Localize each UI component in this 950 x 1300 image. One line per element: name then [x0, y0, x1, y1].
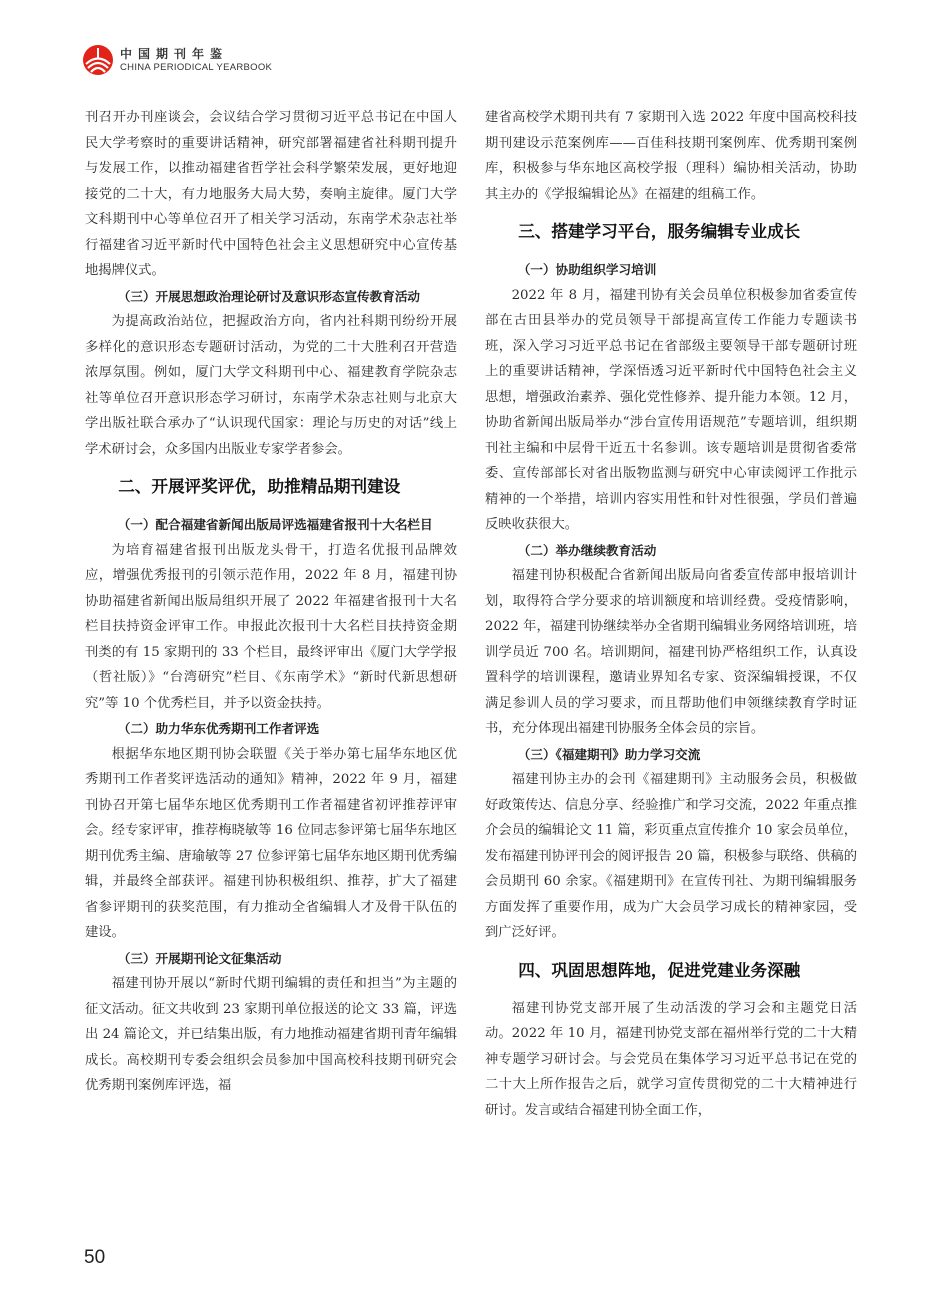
subsection-heading: （一）协助组织学习培训 [517, 262, 657, 277]
subsection-heading: （一）配合福建省新闻出版局评选福建省报刊十大名栏目 [117, 517, 433, 532]
paragraph: 福建刊协积极配合省新闻出版局向省委宣传部申报培训计划，取得符合学分要求的培训额度和培训经费。受疫情影响，2022 年，福建刊协继续举办全省期刊编辑业务网络培训班，培训学员近 700 名。培训期间，福建刊协严格组织工作，认真设置科学的培训课程，邀请业界知名专家、资深编辑授课，不仅满足参训人员的学习要求，而且帮助他们申领继续教育学时证书，充分体现出福建刊协服务全体会员的宗旨。 [485, 568, 857, 736]
paragraph: 福建刊协党支部开展了生动活泼的学习会和主题党日活动。2022 年 10 月，福建刊协党支部在福州举行党的二十大精神专题学习研讨会。与会党员在集体学习习近平总书记在党的二十大上所作报告之后，就学习宣传贯彻党的二十大精神进行研讨。发言或结合福建刊协全面工作， [485, 1000, 857, 1118]
paragraph: 刊召开办刊座谈会，会议结合学习贯彻习近平总书记在中国人民大学考察时的重要讲话精神，研究部署福建省社科期刊提升与发展工作，以推动福建省哲学社会科学繁荣发展，更好地迎接党的二十大，有力地服务大局大势，奏响主旋律。厦门大学文科期刊中心等单位召开了相关学习活动，东南学术杂志社举行福建省习近平新时代中国特色社会主义思想研究中心宣传基地揭牌仪式。 [85, 110, 457, 278]
paragraph: 福建刊协主办的会刊《福建期刊》主动服务会员，积极做好政策传达、信息分享、经验推广和学习交流，2022 年重点推介会员的编辑论文 11 篇，彩页重点宣传推介 10 家会员单位，发布福建刊协评刊会的阅评报告 20 篇，积极参与联络、供稿的会员期刊 60 余家。《福建期刊》在宣传刊社、为期刊编辑服务方面发挥了重要作用，成为广大会员学习成长的精神家园，受到广泛好评。 [485, 772, 857, 940]
paragraph: 为培育福建省报刊出版龙头骨干，打造名优报刊品牌效应，增强优秀报刊的引领示范作用，2022 年 8 月，福建刊协协助福建省新闻出版局组织开展了 2022 年福建省报刊十大名栏目扶持资金评审工作。申报此次报刊十大名栏目扶持资金期刊类的有 15 家期刊的 33 个栏目，最终评审出《厦门大学学报（哲社版）》“台湾研究”栏目、《东南学术》“新时代新思想研究”等 10 个优秀栏目，并予以资金扶持。 [85, 542, 457, 711]
brand-title-cn: 中国期刊年鉴 [120, 47, 229, 61]
right-column [485, 105, 857, 1123]
section-heading: 四、巩固思想阵地，促进党建业务深融 [518, 960, 801, 980]
paragraph: 根据华东地区期刊协会联盟《关于举办第七届华东地区优秀期刊工作者奖评选活动的通知》精神，2022 年 9 月，福建刊协召开第七届华东地区优秀期刊工作者福建省初评推荐评审会。经专家评审，推荐梅晓敏等 16 位同志参评第七届华东地区期刊优秀主编、唐瑜敏等 27 位参评第七届华东地区期刊优秀编辑，并最终全部获评。福建刊协积极组织、推荐，扩大了福建省参评期刊的获奖范围，有力推动全省编辑人才及骨干队伍的建设。 [85, 746, 457, 940]
paragraph: 为提高政治站位，把握政治方向，省内社科期刊纷纷开展多样化的意识形态专题研讨活动，为党的二十大胜利召开营造浓厚氛围。例如，厦门大学文科期刊中心、福建教育学院杂志社等单位召开意识形态学习研讨，东南学术杂志社则与北京大学出版社联合承办了“认识现代国家：理论与历史的对话”线上学术研讨会，众多国内出版业专家学者参会。 [85, 314, 457, 457]
page-number: 50 [84, 1247, 106, 1268]
left-column [85, 105, 457, 1099]
subsection-heading: （三）开展期刊论文征集活动 [117, 950, 282, 966]
section-heading: 三、搭建学习平台，服务编辑专业成长 [518, 222, 801, 241]
subsection-heading: （三）《福建期刊》助力学习交流 [517, 746, 701, 762]
subsection-heading: （二）举办继续教育活动 [517, 542, 657, 558]
paragraph: 建省高校学术期刊共有 7 家期刊入选 2022 年度中国高校科技期刊建设示范案例库——百佳科技期刊案例库、优秀期刊案例库，积极参与华东地区高校学报（理科）编协相关活动，协助其主办的《学报编辑论丛》在福建的组稿工作。 [485, 110, 857, 202]
yearbook-logo-icon [82, 44, 114, 76]
paragraph: 福建刊协开展以“新时代期刊编辑的责任和担当”为主题的征文活动。征文共收到 23 家期刊单位报送的论文 33 篇，评选出 24 篇论文，并已结集出版，有力地推动福建省期刊青年编辑成长。高校期刊专委会组织会员参加中国高校科技期刊研究会优秀期刊案例库评选，福 [85, 976, 457, 1093]
subsection-heading: （二）助力华东优秀期刊工作者评选 [117, 721, 320, 736]
section-heading: 二、开展评奖评优，助推精品期刊建设 [118, 477, 401, 496]
subsection-heading: （三）开展思想政治理论研讨及意识形态宣传教育活动 [117, 288, 420, 304]
paragraph: 2022 年 8 月，福建刊协有关会员单位积极参加省委宣传部在古田县举办的党员领导干部提高宣传工作能力专题读书班，深入学习习近平总书记在省部级主要领导干部专题研讨班上的重要讲话精神，学深悟透习近平新时代中国特色社会主义思想，增强政治素养、强化党性修养、提升能力本领。12 月，协助省新闻出版局举办“涉台宣传用语规范”专题培训，组织期刊社主编和中层骨干近五十名参训。该专题培训是贯彻省委常委、宣传部部长对省出版物监测与研究中心审读阅评工作批示精神的一个举措，培训内容实用性和针对性很强，学员们普遍反映收获很大。 [485, 287, 857, 532]
brand-title-en: CHINA PERIODICAL YEARBOOK [120, 62, 273, 73]
